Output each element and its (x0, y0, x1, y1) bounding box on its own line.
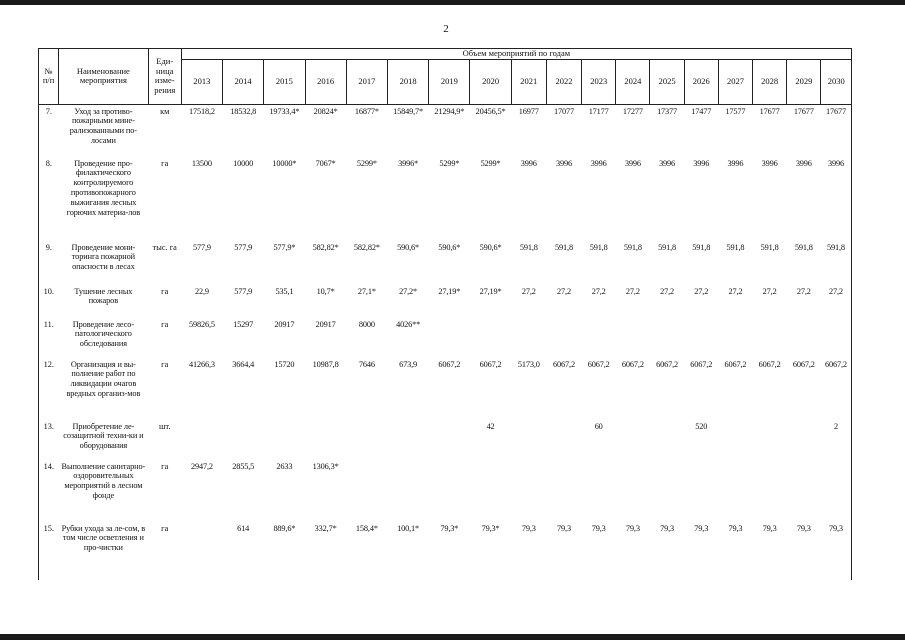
header-year: 2018 (387, 59, 428, 104)
value-cell: 60 (594, 421, 603, 431)
value-cell: 3996 (693, 158, 710, 168)
value-cell (387, 462, 428, 524)
value-cell: 3996* (398, 158, 419, 168)
value-cell (582, 462, 616, 524)
value-cell: 591,8 (623, 242, 642, 252)
value-cell (684, 462, 718, 524)
value-cell (511, 422, 546, 462)
value-cell (346, 462, 387, 524)
value-cell: 3996 (795, 158, 812, 168)
header-year: 2013 (181, 59, 222, 104)
value-cell (546, 462, 581, 524)
value-cell (684, 320, 718, 360)
row-number: 13. (39, 422, 59, 462)
value-cell: 3996 (659, 158, 676, 168)
value-cell: 79,3* (440, 523, 459, 533)
value-cell: 17277 (622, 106, 643, 116)
value-cell: 79,3 (821, 524, 852, 580)
unit-cell: шт. (158, 421, 171, 431)
scan-top-border (0, 0, 905, 5)
value-cell: 6067,2 (821, 360, 852, 422)
value-cell: 79,3 (694, 523, 709, 533)
value-cell: 79,3 (660, 523, 675, 533)
value-cell: 22,9 (194, 286, 209, 296)
value-cell: 6067,2 (690, 359, 713, 369)
value-cell: 673,9 (399, 359, 418, 369)
table-row (39, 524, 852, 580)
value-cell: 591,8 (589, 242, 608, 252)
value-cell (787, 462, 821, 524)
value-cell (546, 422, 581, 462)
value-cell: 10987,8 (312, 359, 339, 369)
value-cell: 582,82* (312, 242, 339, 252)
header-year: 2019 (429, 59, 470, 104)
value-cell: 27,2 (521, 286, 536, 296)
header-year: 2028 (753, 59, 787, 104)
value-cell: 79,3 (591, 523, 606, 533)
value-cell: 27,19* (479, 286, 502, 296)
value-cell: 6067,2 (758, 359, 781, 369)
header-year: 2026 (684, 59, 718, 104)
value-cell (650, 320, 684, 360)
value-cell: 3996 (761, 158, 778, 168)
value-cell: 15720 (274, 359, 295, 369)
value-cell: 15849,7* (393, 106, 424, 116)
value-cell: 332,7* (314, 523, 337, 533)
value-cell: 27,2 (821, 287, 852, 320)
table-row (39, 107, 852, 159)
table-row (39, 320, 852, 360)
value-cell: 6067,2 (479, 359, 502, 369)
value-cell (753, 422, 787, 462)
value-cell: 20456,5* (475, 106, 506, 116)
value-cell: 17077 (553, 106, 574, 116)
unit-cell: га (161, 523, 169, 533)
table-body (39, 104, 852, 580)
value-cell: 16877* (354, 106, 379, 116)
value-cell: 27,2 (591, 286, 606, 296)
value-cell: 582,82* (353, 242, 380, 252)
table-row (39, 360, 852, 422)
table-row (39, 243, 852, 287)
value-cell: 10000 (233, 158, 254, 168)
value-cell: 6067,2 (656, 359, 679, 369)
value-cell (511, 320, 546, 360)
value-cell: 79,3 (521, 523, 536, 533)
page-number: 2 (443, 23, 449, 35)
value-cell (181, 524, 222, 580)
unit-cell: га (161, 461, 169, 471)
value-cell (753, 462, 787, 524)
event-name: Проведение мони-торинга пожарной опасности в лесах (71, 242, 136, 272)
value-cell: 158,4* (355, 523, 378, 533)
event-name: Выполнение санитарно-оздоровительных мероприятий в лесном фонде (61, 461, 146, 501)
value-cell: 5299* (439, 158, 460, 168)
event-name: Рубки ухода за ле-сом, в том числе осветления и про-чистки (61, 523, 146, 553)
value-cell: 591,8 (519, 242, 538, 252)
value-cell: 577,9* (273, 242, 296, 252)
value-cell: 20824* (313, 106, 338, 116)
value-cell: 3996 (727, 158, 744, 168)
value-cell: 20917 (315, 319, 336, 329)
value-cell: 2947,2 (190, 461, 213, 471)
value-cell (181, 422, 222, 462)
value-cell: 17577 (725, 106, 746, 116)
value-cell: 18532,8 (230, 106, 257, 116)
value-cell: 577,9 (192, 242, 211, 252)
value-cell (429, 422, 470, 462)
header-year: 2029 (787, 59, 821, 104)
value-cell (787, 422, 821, 462)
value-cell: 100,1* (397, 523, 420, 533)
value-cell: 17477 (691, 106, 712, 116)
header-year: 2025 (650, 59, 684, 104)
value-cell: 27,2 (557, 286, 571, 296)
value-cell: 3996 (821, 159, 852, 243)
value-cell: 1306,3* (312, 461, 339, 471)
value-cell: 3996 (520, 158, 537, 168)
event-name: Проведение лесо-патологического обследования (72, 319, 135, 349)
value-cell: 7646 (358, 359, 375, 369)
value-cell (470, 320, 511, 360)
value-cell: 591,8 (555, 242, 573, 252)
value-cell: 79,3 (557, 523, 571, 533)
value-cell: 5173,0 (517, 359, 540, 369)
value-cell: 17677 (759, 106, 780, 116)
value-cell: 8000 (358, 319, 375, 329)
value-cell: 6067,2 (587, 359, 610, 369)
value-cell: 15297 (233, 319, 254, 329)
unit-cell: тыс. га (152, 242, 177, 252)
value-cell: 590,6* (397, 242, 420, 252)
value-cell: 591,8 (692, 242, 711, 252)
unit-cell: га (161, 158, 169, 168)
row-number: 12. (39, 360, 59, 422)
value-cell: 614 (237, 523, 250, 533)
header-year: 2022 (546, 59, 581, 104)
table-row (39, 159, 852, 243)
table-row (39, 462, 852, 524)
value-cell: 3996 (624, 158, 641, 168)
value-cell (305, 422, 346, 462)
row-number: 15. (39, 524, 59, 580)
value-cell: 10,7* (316, 286, 335, 296)
header-year: 2014 (223, 59, 264, 104)
event-name: Приобретение ле-созащитной техни-ки и оборудования (63, 421, 144, 451)
value-cell (346, 422, 387, 462)
header-year: 2015 (264, 59, 305, 104)
value-cell (821, 320, 852, 360)
value-cell: 591,8 (794, 242, 813, 252)
unit-cell: га (161, 286, 169, 296)
header-unit: Еди-ница изме-рения (148, 49, 181, 105)
unit-cell: км (160, 106, 170, 116)
value-cell (787, 320, 821, 360)
value-cell: 591,8 (726, 242, 745, 252)
value-cell: 590,6* (479, 242, 502, 252)
value-cell: 2633 (276, 461, 293, 471)
value-cell: 17677 (821, 107, 852, 159)
value-cell: 27,1* (357, 286, 376, 296)
value-cell: 17177 (588, 106, 609, 116)
event-name: Уход за противо-пожарными мине-рализованными по-лосами (69, 106, 137, 146)
value-cell: 5299* (480, 158, 501, 168)
header-year: 2020 (470, 59, 511, 104)
header-year: 2023 (582, 59, 616, 104)
value-cell (650, 462, 684, 524)
value-cell (582, 320, 616, 360)
header-year: 2021 (511, 59, 546, 104)
value-cell: 27,2 (625, 286, 640, 296)
value-cell (511, 462, 546, 524)
value-cell: 79,3* (481, 523, 500, 533)
value-cell: 520 (695, 421, 708, 431)
table-row (39, 422, 852, 462)
value-cell: 27,2* (399, 286, 418, 296)
value-cell (718, 462, 752, 524)
header-num: № п/п (39, 49, 59, 105)
event-name: Организация и вы-полнение работ по ликвидации очагов вредных организ-мов (66, 359, 141, 399)
value-cell: 79,3 (796, 523, 811, 533)
unit-cell: га (161, 359, 169, 369)
row-number: 10. (39, 287, 59, 320)
value-cell: 10000* (272, 158, 297, 168)
row-number: 7. (39, 107, 59, 159)
value-cell: 59826,5 (188, 319, 215, 329)
value-cell: 27,2 (796, 286, 811, 296)
value-cell (546, 320, 581, 360)
value-cell (387, 422, 428, 462)
event-name: Тушение лесных пожаров (74, 286, 133, 306)
value-cell: 27,19* (438, 286, 461, 296)
value-cell: 2 (821, 422, 852, 462)
value-cell: 19733,4* (269, 106, 300, 116)
scan-bottom-border (0, 634, 905, 640)
header-year: 2027 (718, 59, 752, 104)
value-cell (718, 320, 752, 360)
value-cell (264, 422, 305, 462)
row-number: 11. (39, 320, 59, 360)
value-cell: 5299* (356, 158, 377, 168)
value-cell: 2855,5 (232, 461, 255, 471)
value-cell: 590,6* (438, 242, 461, 252)
value-cell (616, 462, 650, 524)
unit-cell: га (161, 319, 169, 329)
value-cell: 79,3 (625, 523, 640, 533)
value-cell: 17518,2 (188, 106, 215, 116)
header-year: 2017 (346, 59, 387, 104)
value-cell: 6067,2 (621, 359, 644, 369)
value-cell (470, 462, 511, 524)
value-cell: 591,8 (760, 242, 779, 252)
value-cell: 591,8 (658, 242, 677, 252)
value-cell: 535,1 (275, 286, 294, 296)
value-cell: 6067,2 (438, 359, 461, 369)
value-cell (429, 320, 470, 360)
value-cell (616, 320, 650, 360)
value-cell: 6067,2 (724, 359, 747, 369)
value-cell: 20917 (274, 319, 295, 329)
row-number: 8. (39, 159, 59, 243)
value-cell: 17677 (793, 106, 814, 116)
value-cell: 13500 (191, 158, 212, 168)
header-name: Наименование мероприятия (59, 49, 149, 105)
value-cell (718, 422, 752, 462)
value-cell: 27,2 (660, 286, 675, 296)
value-cell: 16977 (518, 106, 539, 116)
value-cell: 6067,2 (792, 359, 815, 369)
value-cell: 27,2 (694, 286, 709, 296)
events-volume-table (38, 48, 852, 580)
value-cell: 17377 (657, 106, 678, 116)
value-cell: 577,9 (234, 286, 253, 296)
value-cell: 6067,2 (553, 359, 575, 369)
value-cell: 21294,9* (434, 106, 465, 116)
value-cell (429, 462, 470, 524)
row-number: 9. (39, 243, 59, 287)
header-year: 2016 (305, 59, 346, 104)
table-row (39, 287, 852, 320)
value-cell (753, 320, 787, 360)
value-cell: 4026** (396, 319, 421, 329)
value-cell: 7067* (315, 158, 336, 168)
value-cell: 27,2 (762, 286, 777, 296)
value-cell: 3996 (555, 158, 572, 168)
value-cell: 3996 (590, 158, 607, 168)
value-cell: 42 (486, 421, 495, 431)
row-number: 14. (39, 462, 59, 524)
value-cell: 591,8 (821, 243, 852, 287)
value-cell: 27,2 (728, 286, 743, 296)
header-year: 2024 (616, 59, 650, 104)
value-cell: 79,3 (762, 523, 777, 533)
header-year: 2030 (821, 59, 852, 104)
value-cell (650, 422, 684, 462)
value-cell (821, 462, 852, 524)
value-cell: 41266,3 (188, 359, 215, 369)
value-cell: 3664,4 (232, 359, 255, 369)
value-cell (616, 422, 650, 462)
value-cell: 79,3 (728, 523, 743, 533)
header-volume: Объем мероприятий по годам (181, 49, 851, 60)
value-cell (223, 422, 264, 462)
value-cell: 889,6* (273, 523, 296, 533)
value-cell: 577,9 (234, 242, 253, 252)
event-name: Проведение про-филактического контролируемого противопожарного выжигания лесных горючих материа-лов (66, 158, 141, 218)
